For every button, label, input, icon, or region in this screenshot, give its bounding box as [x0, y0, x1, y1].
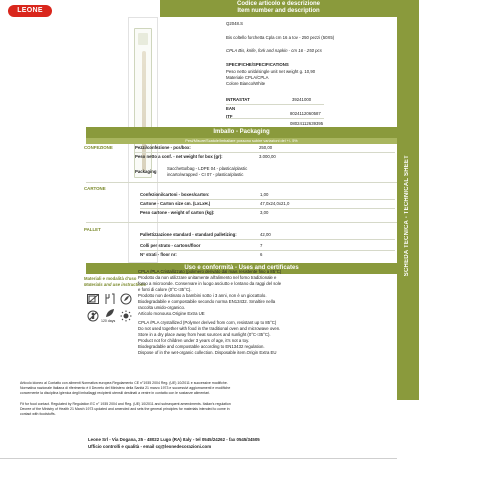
packaging-value: Sacchetto/bag - LDPE 04 - plastica/plastic	[167, 166, 248, 171]
item-code: Q2048.S	[226, 21, 243, 26]
legal-line-it: Articolo idoneo al Contatto con alimenti Normativa europea Regolamento CE n°1935 2004 Reg. (UE) 10/2011 e successive modifiche.	[20, 381, 228, 385]
divider	[135, 152, 395, 153]
side-strip	[397, 0, 419, 400]
code-value-ean: 8024112060587	[290, 111, 321, 116]
packaging-subtitle: Pesi/Misure/Scatole/Imballare possono subire variazioni del +/- 5%	[86, 138, 397, 144]
spec-title: SPECIFICHE/SPECIFICATIONS	[226, 62, 289, 67]
pack-row-label: Peso netto a conf. - net weight for box (gr):	[135, 154, 223, 159]
usage-line-en: CPLA /PLA crystallized (Polymer derived from corn, resistant up to 85°C)	[138, 320, 277, 325]
divider	[226, 118, 324, 119]
footer-divider	[0, 458, 397, 459]
brand-logo: LEONE	[8, 5, 52, 17]
usage-side-label-it: Materiali e modalità d'uso	[84, 276, 137, 281]
microwave-icon	[86, 292, 100, 306]
usage-line-en: Store in a dry place away from heat sources and sunlight (0°C÷35°C).	[138, 332, 271, 337]
sachet-label-icon	[138, 33, 148, 45]
legal-line-it: Normativa nazionale Italiana di riferimento è il Decreto del Ministero della Sanità 21 marzo 1973 e successivi aggiornamenti e modifiche	[20, 386, 231, 390]
packaging-label: Packaging	[135, 169, 157, 174]
compost-icon	[119, 292, 133, 306]
divider	[140, 250, 395, 251]
pack-row-label: Pezzi/confezione - pcs/box:	[135, 145, 191, 150]
legal-line-en: Fit for food contact. Regulated by Regulation EC n° 1935 2004 and Reg. (UE) 10/2011 and subsequent amendments. Italian's regulation	[20, 402, 231, 406]
pallet-row-value: 6	[260, 252, 263, 257]
spec-line: Colore Bianco/White	[226, 81, 266, 86]
pallet-row-value: 42,00	[260, 232, 271, 237]
pallet-row-label: Pallettizzazione standard - standard palletizing:	[140, 232, 237, 237]
legal-line-it: concernente la disciplina igienica degli imballaggi recipienti utensili destinati a venire in contatto con le sostanze alimentari.	[20, 391, 211, 395]
item-desc-en: CPLA Bis, knife, fork and napkin - cm 16 - 250 pcs	[226, 48, 322, 53]
packaging-title: Imballo - Packaging	[86, 127, 397, 138]
usage-line-it: Biodegradabile e compostabile secondo norma EN13432. Smaltire nella	[138, 299, 276, 304]
divider	[86, 222, 397, 223]
usage-line-en: Do not used together with food in the traditional oven and microwave oven.	[138, 326, 281, 331]
compost-days-icon	[103, 306, 117, 320]
footer-address: Leone Srl - Via Dogana, 25 - 48022 Lugo (RA) Italy - tel 0545/24262 - fax 0545/34505	[88, 437, 260, 442]
usage-title: Uso e conformità - Uses and certificates	[86, 263, 397, 274]
legal-line-en: contact with foodstuffs.	[20, 412, 56, 416]
packaging-value: incarto/wrapped - CI 07 - plastica/plastic	[167, 172, 244, 177]
foodsafe-icon	[103, 292, 117, 306]
divider	[140, 208, 395, 209]
usage-line-it: CPLA /PLA Cristallizzato (polimero derivato dal mais resistente fino a 85°C)	[138, 269, 282, 274]
divider	[86, 182, 397, 183]
carton-row-value: 47,0x24,0x21,0	[260, 201, 290, 206]
pallet-row-label: N° strati - floor nr:	[140, 252, 177, 257]
divider	[140, 239, 395, 240]
usage-side-label-en: Materials and use instructions	[84, 282, 146, 287]
usage-line-en: Biodegradable and compostable according to EN13432 regulation.	[138, 344, 265, 349]
usage-line-it: Prodotto non destinato a bambini sotto i 3 anni, non è un giocattolo.	[138, 293, 267, 298]
spec-line: Materiale CPLA/CPLA	[226, 75, 269, 80]
carton-row-label: Confezioni/cartoni - boxes/carton:	[140, 192, 210, 197]
pack-row-value: 250,00	[259, 145, 273, 150]
cutlery-icon	[142, 51, 146, 171]
sun-icon	[119, 309, 133, 323]
pallet-label: PALLET	[84, 227, 101, 232]
usage-line-it: e fonti di calore (0°C÷35°C).	[138, 287, 192, 292]
pack-row-value: 3.000,00	[259, 154, 276, 159]
cartone-label: CARTONE	[84, 186, 106, 191]
pallet-row-label: Colli per strato - cartons/floor	[140, 243, 201, 248]
confezione-label: CONFEZIONE	[84, 145, 113, 150]
child-warning-icon	[86, 309, 100, 323]
header-line-en: Item number and description	[237, 8, 320, 14]
divider	[140, 199, 395, 200]
carton-row-label: Cartone - Carton size cm. (LxLxH.)	[140, 201, 211, 206]
item-desc-it: Bis coltello forchetta Cpla cm 16 a tov - 250 pezzi (50X5)	[226, 35, 335, 40]
code-label-intrastat: INTRASTAT	[226, 97, 250, 102]
carton-row-value: 3,00	[260, 210, 269, 215]
usage-line-it: Prodotto da non utilizzare unitamente all'alimento nel forno tradizionale e	[138, 275, 277, 280]
usage-line-en: Product not for children under 3 years of age, it's not a toy.	[138, 338, 250, 343]
usage-line-it: raccolta umido-organico.	[138, 305, 186, 310]
carton-row-value: 1,00	[260, 192, 269, 197]
usage-line-it: Articolo monouso.Origine Extra UE	[138, 311, 205, 316]
code-value-intrastat: 39241000	[292, 97, 312, 102]
header-line-it: Codice articolo e descrizione	[236, 1, 321, 7]
side-strip-label: SCHEDA TECNICA - TECHNICAL SHEET	[404, 155, 410, 277]
code-label-ean: EAN	[226, 106, 236, 111]
spec-line: Peso netto unità/single unit net weight g. 10,90	[226, 69, 316, 74]
code-label-itf: ITF	[226, 114, 233, 119]
item-header	[160, 0, 397, 17]
footer-quality: Ufficio controlli e qualità - email cq@leonedecorazioni.com	[88, 444, 212, 449]
legal-line-en: Decree of the Ministry of Health 21 March 1973 updated and amended and sets the general principles for materials intended to come in	[20, 407, 230, 411]
carton-row-label: Peso cartone - weight of carton (kg):	[140, 210, 215, 215]
usage-line-en: Dispose of in the wet-organic collection. Disposable item.Origin Extra EU	[138, 350, 277, 355]
code-value-itf: 08024112639395	[290, 121, 324, 126]
pallet-row-value: 7	[260, 243, 263, 248]
divider	[226, 104, 324, 105]
usage-line-it: forno a microonde. Conservare in luogo asciutto e lontano da raggi del sole	[138, 281, 282, 286]
compost-days-caption: 120 days	[101, 319, 116, 323]
